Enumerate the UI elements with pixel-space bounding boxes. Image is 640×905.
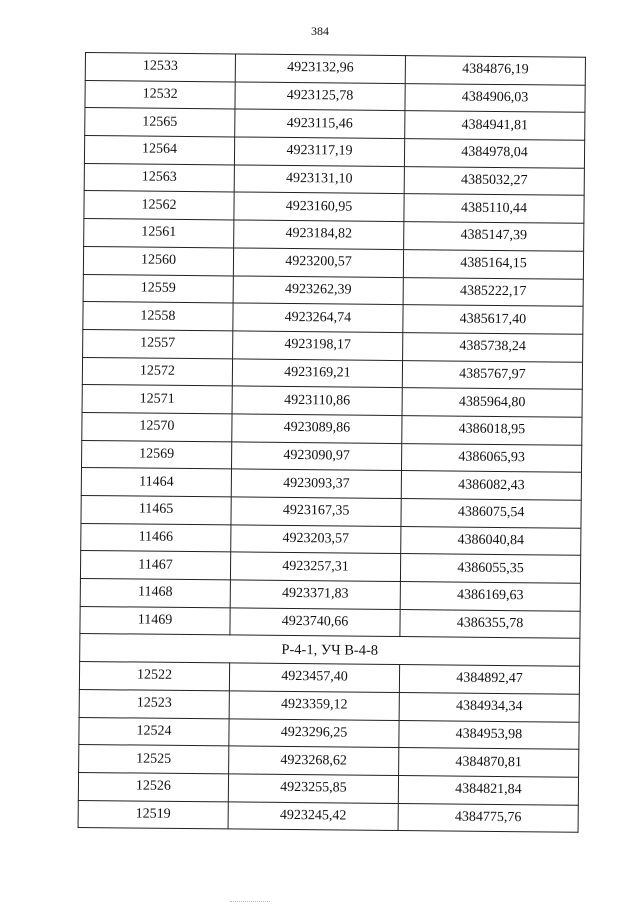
- x-coordinate-cell: 4923117,19: [234, 137, 404, 166]
- y-coordinate-cell: 4385767,97: [402, 360, 582, 389]
- x-coordinate-cell: 4923268,62: [229, 746, 399, 775]
- x-coordinate-cell: 4923089,86: [232, 414, 402, 443]
- point-number-cell: 11465: [81, 495, 231, 524]
- table-row: [78, 800, 578, 832]
- x-coordinate-cell: 4923296,25: [229, 718, 399, 747]
- x-coordinate-cell: 4923203,57: [231, 525, 401, 554]
- point-number-cell: 12562: [84, 191, 234, 220]
- x-coordinate-cell: 4923264,74: [233, 303, 403, 332]
- x-coordinate-cell: 4923371,83: [230, 580, 400, 609]
- y-coordinate-cell: 4386055,35: [400, 554, 580, 583]
- coordinates-table-body-lower: [78, 662, 580, 833]
- point-number-cell: 12571: [82, 385, 232, 414]
- point-number-cell: 12557: [83, 329, 233, 358]
- point-number-cell: 12560: [83, 246, 233, 275]
- y-coordinate-cell: 4385110,44: [404, 194, 584, 223]
- point-number-cell: 12526: [78, 772, 228, 801]
- point-number-cell: 11469: [80, 606, 230, 635]
- y-coordinate-cell: 4384941,81: [405, 111, 585, 140]
- y-coordinate-cell: 4384821,84: [398, 775, 578, 804]
- point-number-cell: 11466: [81, 523, 231, 552]
- x-coordinate-cell: 4923740,66: [230, 608, 400, 637]
- point-number-cell: 11467: [80, 551, 230, 580]
- point-number-cell: 12565: [85, 108, 235, 137]
- y-coordinate-cell: 4385164,15: [403, 249, 583, 278]
- y-coordinate-cell: 4384978,04: [404, 139, 584, 168]
- y-coordinate-cell: 4386018,95: [402, 415, 582, 444]
- x-coordinate-cell: 4923257,31: [230, 552, 400, 581]
- x-coordinate-cell: 4923090,97: [232, 442, 402, 471]
- y-coordinate-cell: 4386065,93: [401, 443, 581, 472]
- x-coordinate-cell: 4923255,85: [228, 774, 398, 803]
- point-number-cell: 12561: [84, 219, 234, 248]
- x-coordinate-cell: 4923167,35: [231, 497, 401, 526]
- point-number-cell: 11464: [81, 468, 231, 497]
- y-coordinate-cell: 4386075,54: [401, 499, 581, 528]
- point-number-cell: 12519: [78, 800, 228, 829]
- point-number-cell: 12559: [83, 274, 233, 303]
- coordinates-table-body-upper: [80, 53, 586, 639]
- point-number-cell: 12558: [83, 302, 233, 331]
- point-number-cell: 12564: [84, 136, 234, 165]
- section-title: Р-4-1, УЧ В-4-8: [80, 634, 580, 666]
- point-number-cell: 12522: [79, 662, 229, 691]
- y-coordinate-cell: 4386355,78: [400, 609, 580, 638]
- y-coordinate-cell: 4385032,27: [404, 166, 584, 195]
- x-coordinate-cell: 4923093,37: [231, 469, 401, 498]
- y-coordinate-cell: 4386169,63: [400, 582, 580, 611]
- y-coordinate-cell: 4385738,24: [403, 332, 583, 361]
- point-number-cell: 12570: [82, 412, 232, 441]
- y-coordinate-cell: 4386040,84: [401, 526, 581, 555]
- y-coordinate-cell: 4384870,81: [399, 748, 579, 777]
- y-coordinate-cell: 4386082,43: [401, 471, 581, 500]
- x-coordinate-cell: 4923359,12: [229, 691, 399, 720]
- point-number-cell: 12569: [82, 440, 232, 469]
- coordinates-table: [78, 52, 586, 833]
- point-number-cell: 12523: [79, 689, 229, 718]
- y-coordinate-cell: 4384775,76: [398, 803, 578, 832]
- x-coordinate-cell: 4923198,17: [233, 331, 403, 360]
- y-coordinate-cell: 4385964,80: [402, 388, 582, 417]
- point-number-cell: 12532: [85, 80, 235, 109]
- point-number-cell: 12533: [85, 53, 235, 82]
- x-coordinate-cell: 4923115,46: [235, 109, 405, 138]
- y-coordinate-cell: 4385222,17: [403, 277, 583, 306]
- point-number-cell: 12572: [82, 357, 232, 386]
- x-coordinate-cell: 4923131,10: [234, 165, 404, 194]
- x-coordinate-cell: 4923200,57: [233, 248, 403, 277]
- x-coordinate-cell: 4923262,39: [233, 275, 403, 304]
- x-coordinate-cell: 4923457,40: [229, 663, 399, 692]
- point-number-cell: 12524: [79, 717, 229, 746]
- x-coordinate-cell: 4923169,21: [232, 358, 402, 387]
- y-coordinate-cell: 4384892,47: [399, 665, 579, 694]
- y-coordinate-cell: 4384906,03: [405, 83, 585, 112]
- y-coordinate-cell: 4384934,34: [399, 692, 579, 721]
- x-coordinate-cell: 4923245,42: [228, 801, 398, 830]
- y-coordinate-cell: 4384876,19: [405, 56, 585, 85]
- x-coordinate-cell: 4923132,96: [235, 54, 405, 83]
- point-number-cell: 12525: [79, 745, 229, 774]
- x-coordinate-cell: 4923110,86: [232, 386, 402, 415]
- y-coordinate-cell: 4384953,98: [399, 720, 579, 749]
- y-coordinate-cell: 4385617,40: [403, 305, 583, 334]
- y-coordinate-cell: 4385147,39: [404, 222, 584, 251]
- point-number-cell: 12563: [84, 163, 234, 192]
- point-number-cell: 11468: [80, 579, 230, 608]
- page-number: 384: [311, 24, 329, 38]
- scan-artifact-line: [230, 901, 270, 903]
- x-coordinate-cell: 4923125,78: [235, 82, 405, 111]
- x-coordinate-cell: 4923184,82: [234, 220, 404, 249]
- x-coordinate-cell: 4923160,95: [234, 192, 404, 221]
